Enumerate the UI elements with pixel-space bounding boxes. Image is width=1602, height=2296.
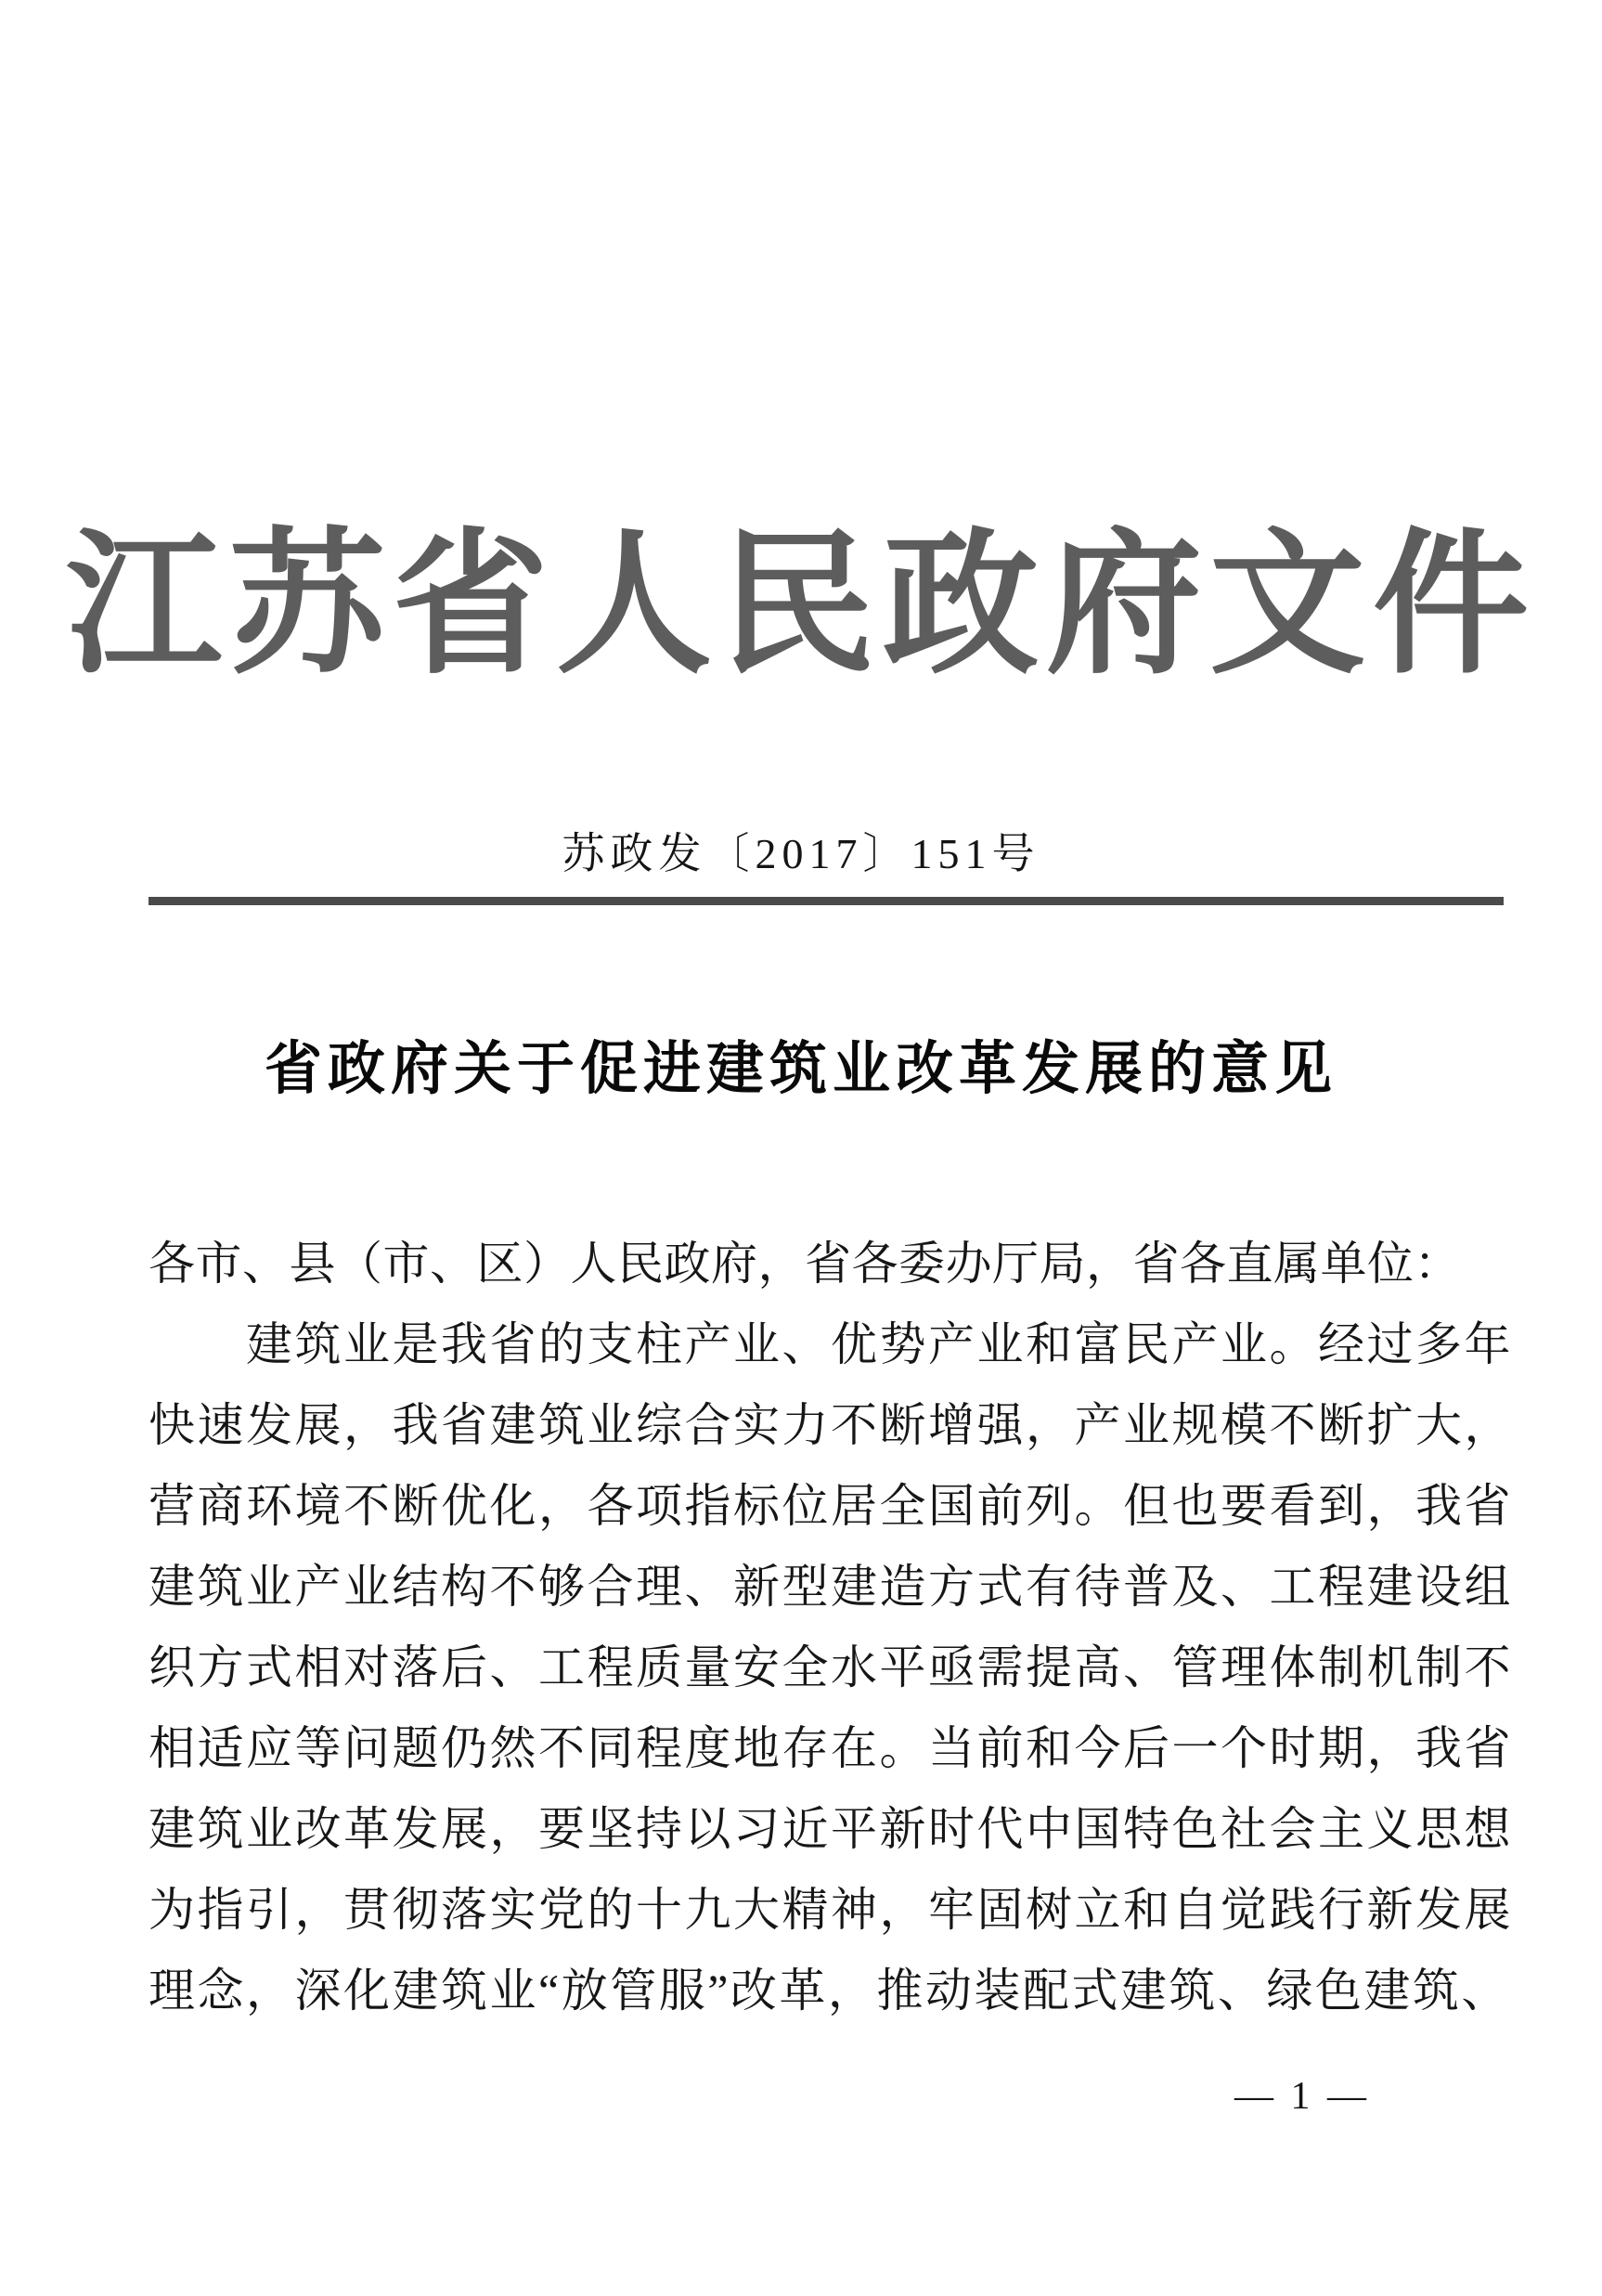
document-title: 省政府关于促进建筑业改革发展的意见	[264, 1038, 1337, 1101]
body-line: 营商环境不断优化，各项指标位居全国前列。但也要看到，我省	[149, 1480, 1513, 1532]
body-line: 建筑业产业结构不够合理、新型建造方式有待普及、工程建设组	[149, 1561, 1513, 1613]
page-number: — 1 —	[1234, 2075, 1370, 2118]
government-document-header: 江苏省人民政府文件	[66, 520, 1536, 693]
body-line: 建筑业改革发展，要坚持以习近平新时代中国特色社会主义思想	[149, 1803, 1513, 1855]
body-line: 织方式相对落后、工程质量安全水平亟需提高、管理体制机制不	[149, 1641, 1513, 1693]
header-divider-rule	[149, 897, 1504, 905]
body-line: 快速发展，我省建筑业综合实力不断增强，产业规模不断扩大，	[149, 1399, 1513, 1451]
document-body	[149, 1224, 1513, 2031]
body-line: 为指引，贯彻落实党的十九大精神，牢固树立和自觉践行新发展	[149, 1884, 1513, 1936]
salutation-line: 各市、县（市、区）人民政府，省各委办厅局，省各直属单位：	[149, 1238, 1461, 1290]
document-number: 苏政发〔2017〕151号	[562, 830, 1040, 877]
body-line: 建筑业是我省的支柱产业、优势产业和富民产业。经过多年	[246, 1318, 1513, 1370]
body-line: 理念，深化建筑业“放管服”改革，推动装配式建筑、绿色建筑、	[149, 1965, 1510, 2017]
body-line: 相适应等问题仍然不同程度地存在。当前和今后一个时期，我省	[149, 1722, 1513, 1774]
